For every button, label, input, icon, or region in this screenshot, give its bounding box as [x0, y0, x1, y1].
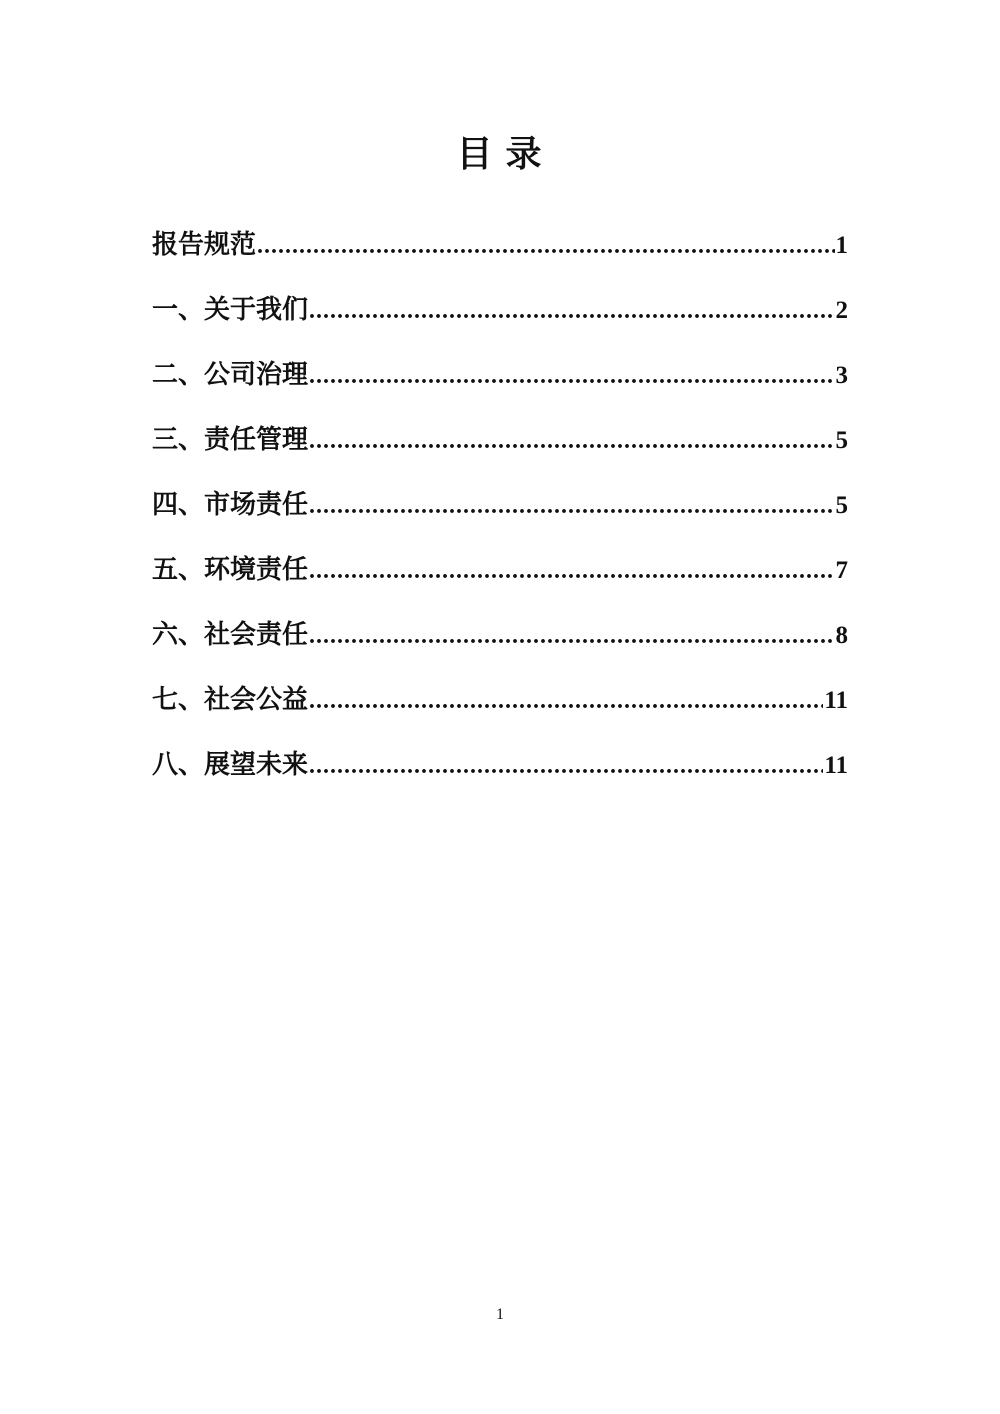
toc-entry-label: 八、展望未来: [152, 750, 309, 779]
toc-entry-label: 五、环境责任: [152, 555, 309, 584]
toc-entry: [152, 732, 848, 797]
toc-entry: [152, 602, 848, 667]
table-of-contents: [152, 212, 848, 797]
toc-entry: [152, 277, 848, 342]
toc-entry-page: 2: [835, 297, 848, 324]
toc-entry-label: 六、社会责任: [152, 620, 309, 649]
toc-entry: [152, 537, 848, 602]
toc-entry-page: 5: [835, 492, 848, 519]
toc-entry: [152, 667, 848, 732]
toc-entry-page: 11: [824, 752, 848, 779]
dot-leader: [309, 277, 834, 344]
dot-leader: [309, 407, 834, 474]
toc-entry-page: 7: [835, 557, 848, 584]
toc-entry-label: 三、责任管理: [152, 425, 309, 454]
toc-entry: [152, 472, 848, 537]
dot-leader: [309, 602, 834, 669]
dot-leader: [309, 472, 834, 539]
dot-leader: [309, 732, 823, 799]
toc-entry-page: 5: [835, 427, 848, 454]
dot-leader: [309, 537, 834, 604]
toc-entry-label: 一、关于我们: [152, 295, 309, 324]
toc-entry-page: 1: [835, 232, 848, 259]
toc-entry-label: 二、公司治理: [152, 360, 309, 389]
page-title: 目 录: [456, 134, 544, 174]
toc-entry: [152, 342, 848, 407]
toc-entry-label: 七、社会公益: [152, 685, 309, 714]
toc-entry-label: 四、市场责任: [152, 490, 309, 519]
dot-leader: [309, 342, 834, 409]
toc-entry-page: 3: [835, 362, 848, 389]
dot-leader: [257, 212, 834, 279]
dot-leader: [309, 667, 823, 734]
toc-entry: [152, 212, 848, 277]
toc-entry-page: 8: [835, 622, 848, 649]
toc-entry: [152, 407, 848, 472]
toc-entry-page: 11: [824, 687, 848, 714]
toc-entry-label: 报告规范: [152, 230, 257, 259]
footer-page-number: 1: [496, 1306, 504, 1323]
